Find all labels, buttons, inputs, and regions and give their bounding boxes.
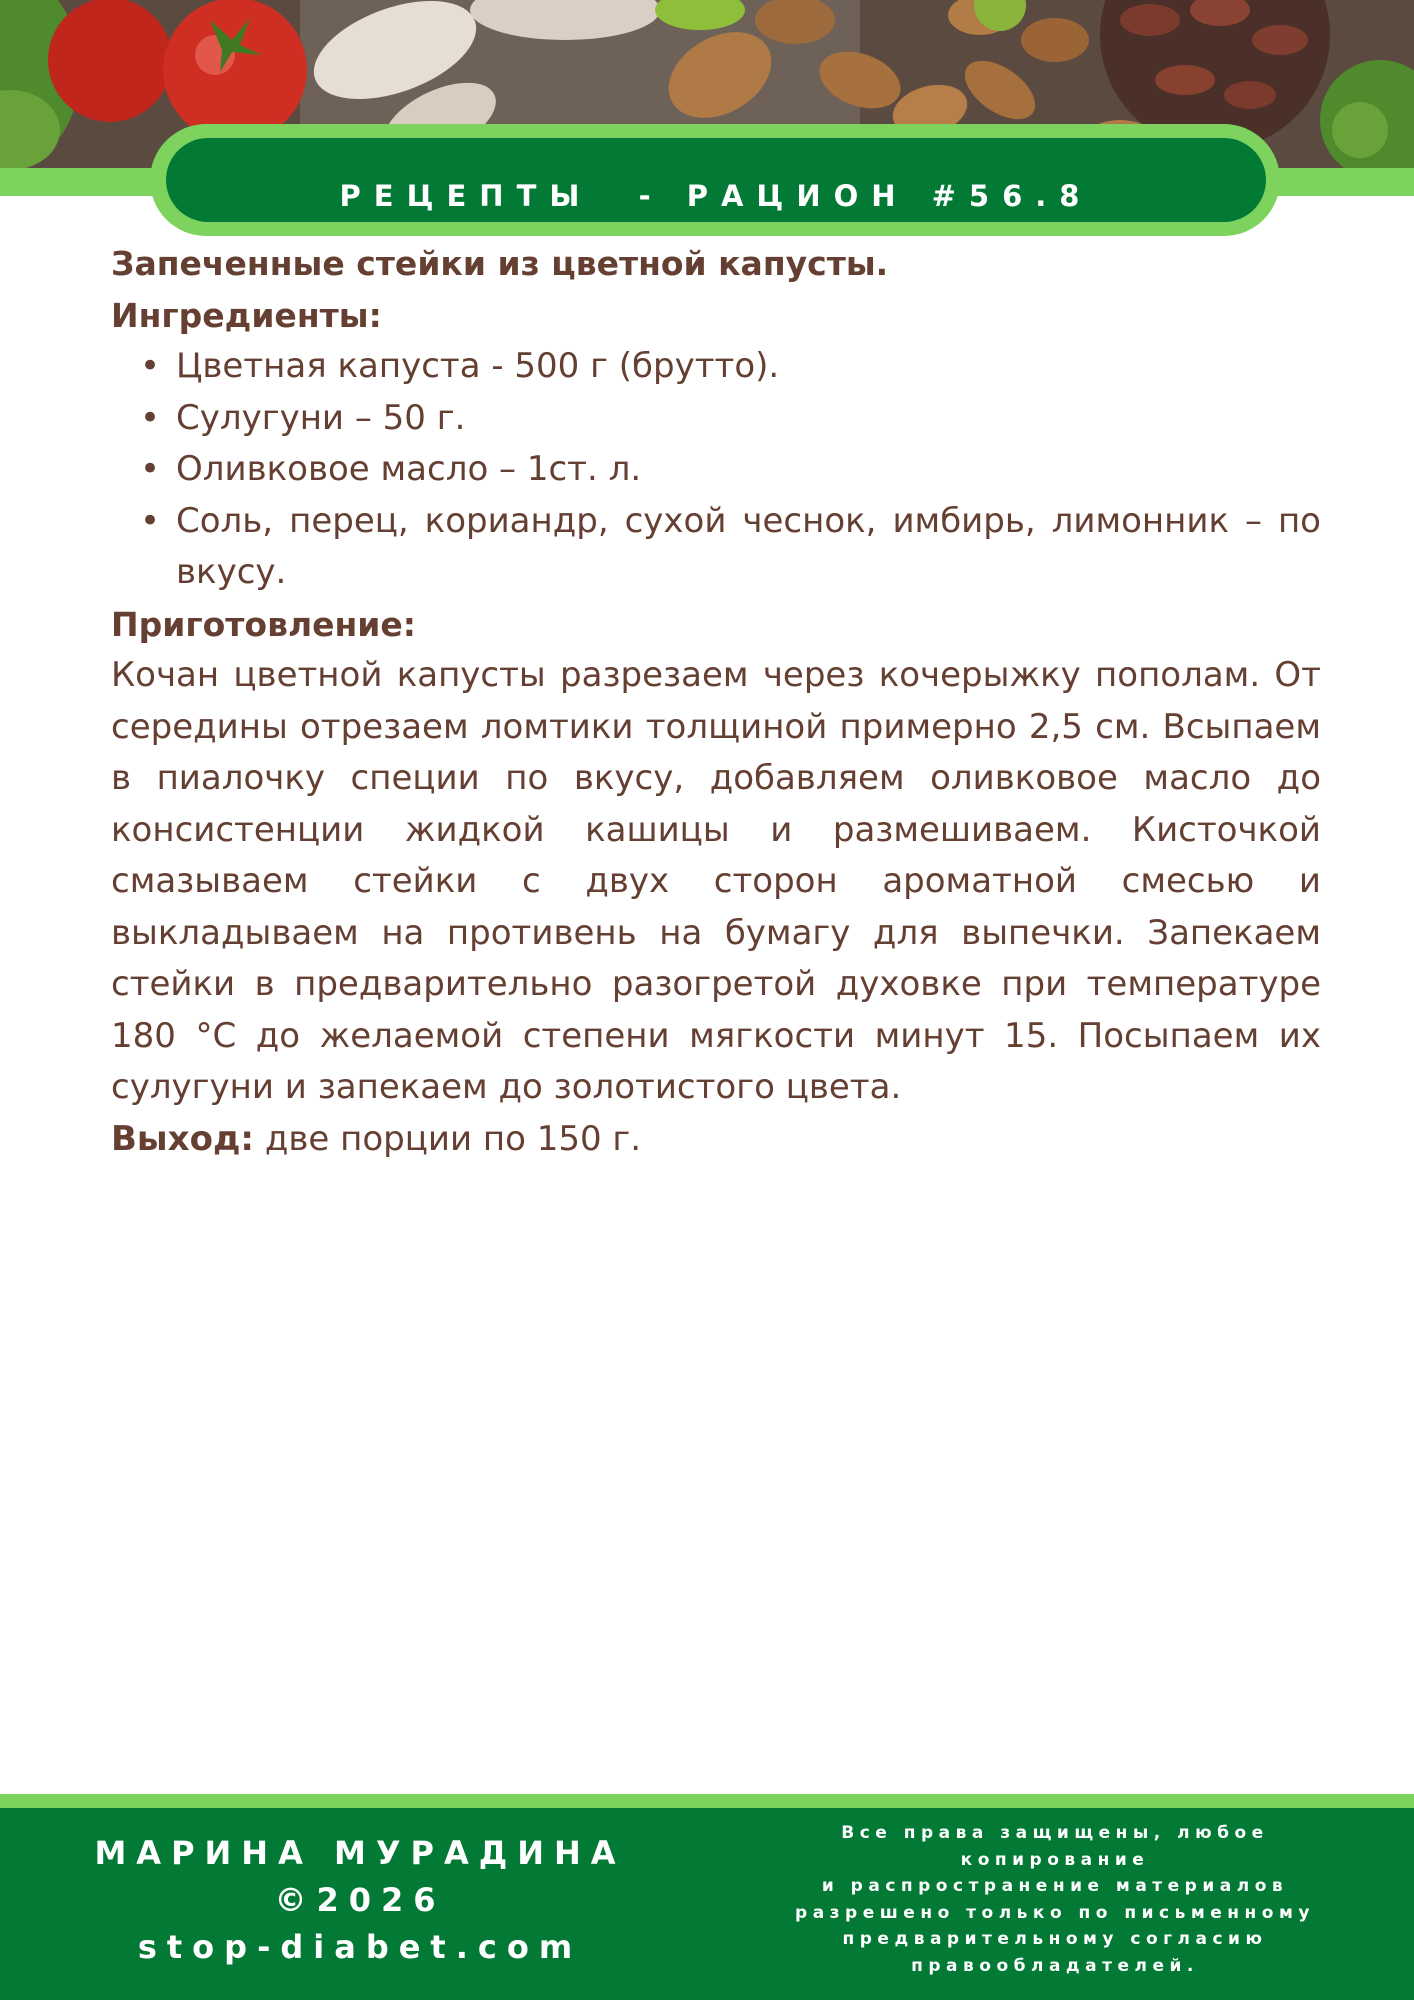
author-name: МАРИНА МУРАДИНА: [94, 1834, 626, 1872]
yield-value: две порции по 150 г.: [254, 1118, 642, 1159]
recipe-name: Запеченные стейки из цветной капусты.: [111, 244, 889, 283]
preparation-text: Кочан цветной капусты разрезаем через кочерыжку пополам. От середины отрезаем ломтики толщиной примерно 2,5 см. Всыпаем в пиалочку специи по вкусу, добавляем оливковое масло до консистенции жидкой кашицы и размешиваем. Кисточкой смазываем стейки с двух сторон ароматной смесью и выкладываем на противень на бумагу для выпечки. Запекаем стейки в предварительно разогретой духовке при температуре 180 °С до желаемой степени мягкости минут 15. Посыпаем их сулугуни и запекаем до золотистого цвета.: [111, 655, 1321, 1107]
rights-notice: [740, 1820, 1370, 1979]
rights-line: Все права защищены, любое: [841, 1823, 1269, 1843]
footer-author-block: [60, 1830, 660, 1971]
ingredients-heading: Ингредиенты:: [111, 295, 382, 335]
yield-label: Выход:: [111, 1118, 255, 1159]
yield-line: [111, 1114, 1321, 1166]
page-title: РЕЦЕПТЫ - РАЦИОН #56.8: [339, 179, 1093, 213]
recipe-content: [111, 238, 1321, 1165]
rights-line: предварительному согласию: [842, 1929, 1268, 1949]
rights-line: копирование: [960, 1849, 1150, 1870]
rights-line: и распространение материалов: [821, 1876, 1289, 1896]
footer-green-stripe: [0, 1794, 1414, 1808]
bullet-icon: •: [140, 500, 161, 541]
rights-line: правообладателей.: [911, 1955, 1199, 1976]
ingredients-list: [111, 341, 1321, 599]
list-item: • Цветная капуста - 500 г (брутто).: [176, 341, 1321, 393]
bullet-icon: •: [140, 346, 161, 386]
bullet-icon: •: [140, 397, 161, 438]
list-item: • Сулугуни – 50 г.: [176, 393, 1321, 445]
site-link[interactable]: stop-diabet.com: [137, 1928, 583, 1966]
rights-line: разрешено только по письменному: [795, 1902, 1315, 1923]
list-item: • Соль, перец, кориандр, сухой чеснок, имбирь, лимонник – по вкусу.: [176, 496, 1321, 599]
copyright: ©2026: [274, 1881, 446, 1919]
bullet-icon: •: [140, 449, 161, 489]
list-item: • Оливковое масло – 1ст. л.: [176, 444, 1321, 496]
preparation-heading: Приготовление:: [111, 604, 417, 644]
